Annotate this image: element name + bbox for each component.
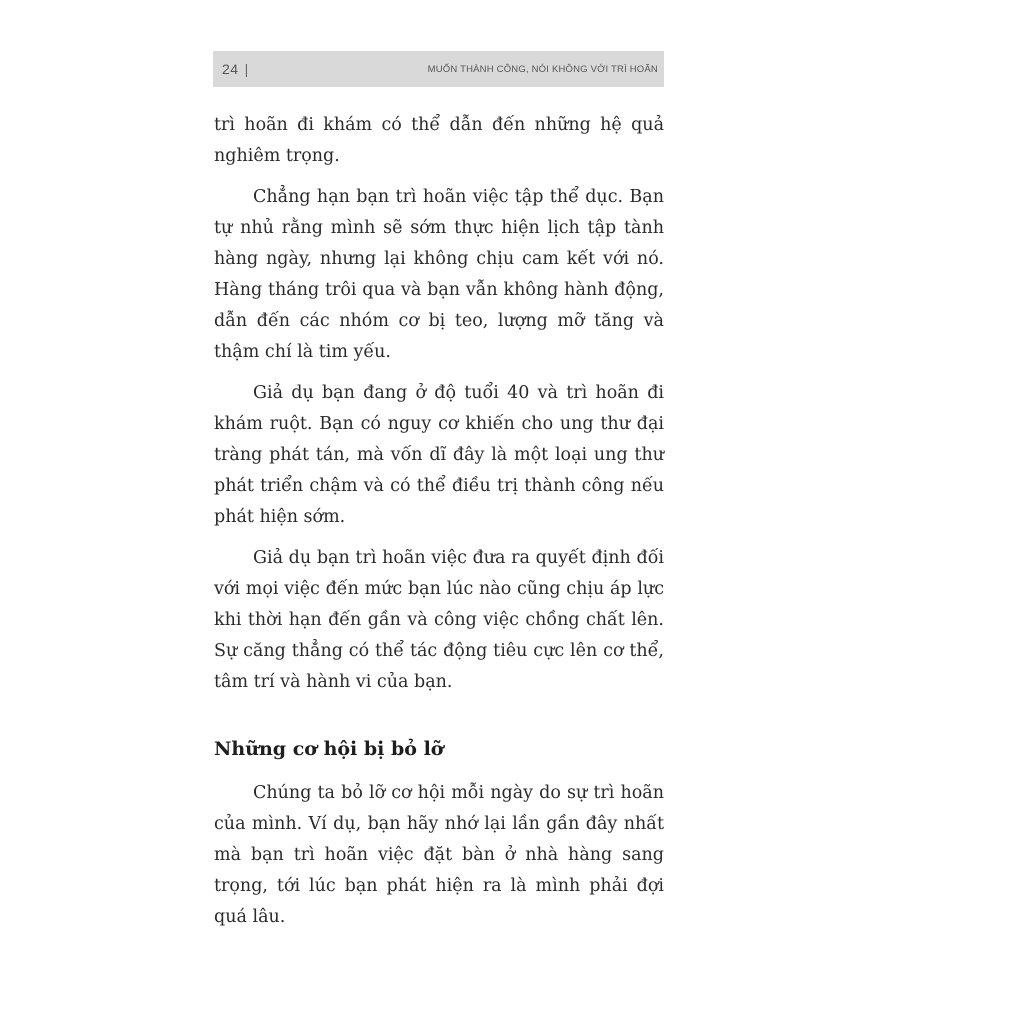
paragraph: trì hoãn đi khám có thể dẫn đến những hệ quả nghiêm trọng.: [214, 115, 664, 166]
page-number: 24: [222, 61, 239, 77]
header-separator: |: [244, 61, 249, 77]
running-title: MUỐN THÀNH CÔNG, NÓI KHÔNG VỚI TRÌ HOÃN: [427, 63, 658, 75]
paragraph: Chẳng hạn bạn trì hoãn việc tập thể dục. Bạn tự nhủ rằng mình sẽ sớm thực hiện lịch tập tành hàng ngày, nhưng lại không chịu cam kết với nó. Hàng tháng trôi qua và bạn vẫn không hành động, dẫn đến các nhóm cơ bị teo, lượng mỡ tăng và thậm chí là tim yếu.: [214, 187, 664, 362]
page-number-group: [222, 61, 249, 77]
page-body: [214, 110, 664, 943]
paragraph: Giả dụ bạn đang ở độ tuổi 40 và trì hoãn đi khám ruột. Bạn có nguy cơ khiến cho ung thư đại tràng phát tán, mà vốn dĩ đây là một loại ung thư phát triển chậm và có thể điều trị thành công nếu phát hiện sớm.: [214, 383, 664, 527]
section-heading: Những cơ hội bị bỏ lỡ: [214, 738, 444, 760]
paragraph: Giả dụ bạn trì hoãn việc đưa ra quyết định đối với mọi việc đến mức bạn lúc nào cũng chịu áp lực khi thời hạn đến gần và công việc chồng chất lên. Sự căng thẳng có thể tác động tiêu cực lên cơ thể, tâm trí và hành vi của bạn.: [214, 548, 664, 692]
page-header: [213, 51, 664, 87]
paragraph: Chúng ta bỏ lỡ cơ hội mỗi ngày do sự trì hoãn của mình. Ví dụ, bạn hãy nhớ lại lần gần đây nhất mà bạn trì hoãn việc đặt bàn ở nhà hàng sang trọng, tới lúc bạn phát hiện ra là mình phải đợi quá lâu.: [214, 783, 664, 927]
